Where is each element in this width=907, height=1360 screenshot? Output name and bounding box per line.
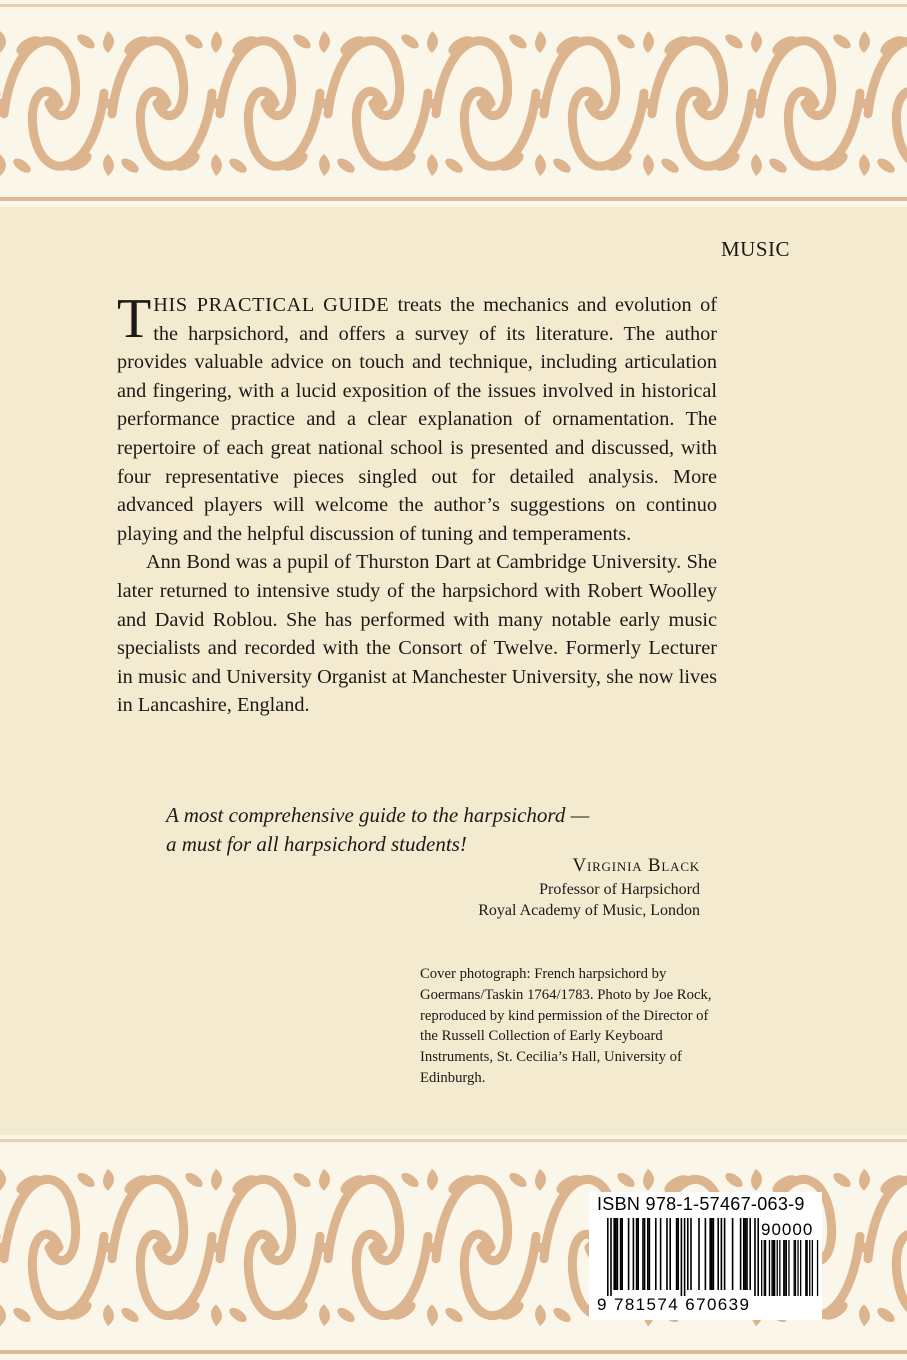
category-label: MUSIC [721,237,791,261]
ornament-motif [4,1169,114,1327]
ornament-motif [328,1169,438,1327]
barcode-bar [709,1218,711,1290]
attribution-name: Virginia Black [572,855,700,876]
barcode-bar [647,1218,649,1290]
addon-bar [812,1240,813,1296]
ornament-motif [220,31,330,176]
ornament-motif [436,31,546,176]
ornament-pattern-top [0,0,907,207]
barcode-bar [757,1218,759,1296]
ean-digits: 9 781574 670639 [597,1295,751,1314]
quote-line-2: a must for all harpsichord students! [166,831,467,856]
barcode-bar [724,1218,726,1290]
barcode-bar [684,1218,686,1296]
barcode-bar [721,1218,723,1290]
addon-bar [788,1240,789,1296]
barcode-bar [655,1218,657,1290]
addon-bar [795,1240,796,1296]
barcode-bar [745,1218,747,1290]
attribution-title: Professor of Harpsichord [539,881,700,898]
addon-bar [800,1240,801,1296]
addon-bar [784,1240,785,1296]
barcode-bar [754,1218,756,1296]
price-addon: 90000 [761,1220,814,1239]
addon-bar [761,1240,762,1296]
barcode-bar [676,1218,678,1290]
barcode-bar [636,1218,638,1290]
barcode-bar [607,1218,609,1296]
barcode-bar [628,1218,630,1290]
addon-bar [786,1240,787,1296]
lead-in: HIS PRACTICAL GUIDE [153,294,390,316]
barcode-bar [746,1218,748,1290]
barcode-bar [677,1218,679,1290]
barcode-bar [740,1218,742,1290]
barcode-box [589,1192,822,1320]
barcode-bar [669,1218,671,1290]
addon-bar [797,1240,798,1296]
barcode-bar [681,1218,683,1296]
ornament-motif [868,31,907,176]
addon-bar [809,1240,810,1296]
addon-bar [807,1240,808,1296]
addon-bar [771,1240,772,1296]
barcode-bar [732,1218,734,1290]
barcode-bar [743,1218,745,1290]
ornament-motif [544,31,654,176]
ornament-motif [112,31,222,176]
addon-bar [805,1240,806,1296]
addon-bar [794,1240,795,1296]
addon-bar [779,1240,780,1296]
barcode-bar [633,1218,635,1290]
barcode-bar [642,1218,644,1290]
ornament-motif [868,1169,907,1327]
description-paragraph-2: Ann Bond was a pupil of Thurston Dart at Cambridge University. She later returned to intensive study of the harpsichord with Robert Woolley and David Roblou. She has performed with many notable early music specialists and recorded with the Consort of Twelve. Formerly Lecturer in music and University Organist at Manchester University, she now lives in Lancashire, England. [117,551,717,717]
barcode-bar [717,1218,719,1290]
endorsement-quote [166,801,726,858]
barcode-bar [615,1218,617,1290]
barcode-bar [687,1218,689,1290]
barcode-bar [711,1218,713,1290]
isbn-label: ISBN 978-1-57467-063-9 [597,1194,805,1214]
ornament-motif [112,1169,222,1327]
barcode-bar [644,1218,646,1290]
barcode-bar [620,1218,622,1290]
quote-line-1: A most comprehensive guide to the harpsichord — [166,803,590,827]
attribution-institution: Royal Academy of Music, London [478,902,700,919]
paragraph-1-text: treats the mechanics and evolution of the harpsichord, and offers a survey of its literature. The author provides valuable advice on touch and technique, including articulation and fingering, with a lucid exposition of the issues involved in historical performance practice and a clear explanation of ornamentation. The repertoire of each great national school is presented and discussed, with four representative pieces singled out for detailed analysis. More advanced players will welcome the author’s suggestions on continuo playing and the helpful discussion of tuning and temperaments. [117,294,717,545]
ornament-motif [220,1169,330,1327]
barcode-bar [617,1218,619,1290]
quote-attribution [400,853,700,921]
ornamental-border-top [0,0,907,207]
barcode-bar [621,1218,623,1290]
ornament-motif [436,1169,546,1327]
ornament-motif [760,31,870,176]
ornament-motif [652,31,762,176]
addon-bar [774,1240,775,1296]
barcode-bar [713,1218,715,1290]
barcode-bar [698,1218,700,1290]
cover-credit: Cover photograph: French harpsichord by Goermans/Taskin 1764/1783. Photo by Joe Rock, reproduced by kind permission of the Director of the Russell Collection of Early Keyboard Instruments, St. Cecilia’s Hall, University of Edinburgh. [420,966,712,1086]
drop-cap: T [117,288,152,350]
addon-bar [777,1240,778,1296]
barcode-bar [666,1218,668,1290]
barcode-bar [749,1218,751,1290]
barcode-bar [610,1218,612,1296]
addon-bar [769,1240,770,1296]
barcode-bar [649,1218,651,1290]
addon-bar [764,1240,765,1296]
addon-bar [773,1240,774,1296]
addon-bar [783,1240,784,1296]
barcode-bar [613,1218,615,1290]
description-paragraph-1 [117,288,717,548]
addon-bar [817,1240,818,1296]
barcode-bar [660,1218,662,1290]
barcode-bar [690,1218,692,1290]
barcode-bar [705,1218,707,1290]
addon-bar [765,1240,766,1296]
ornament-motif [328,31,438,176]
description [117,288,717,720]
barcode-bar [637,1218,639,1290]
ornament-motif [4,31,114,176]
